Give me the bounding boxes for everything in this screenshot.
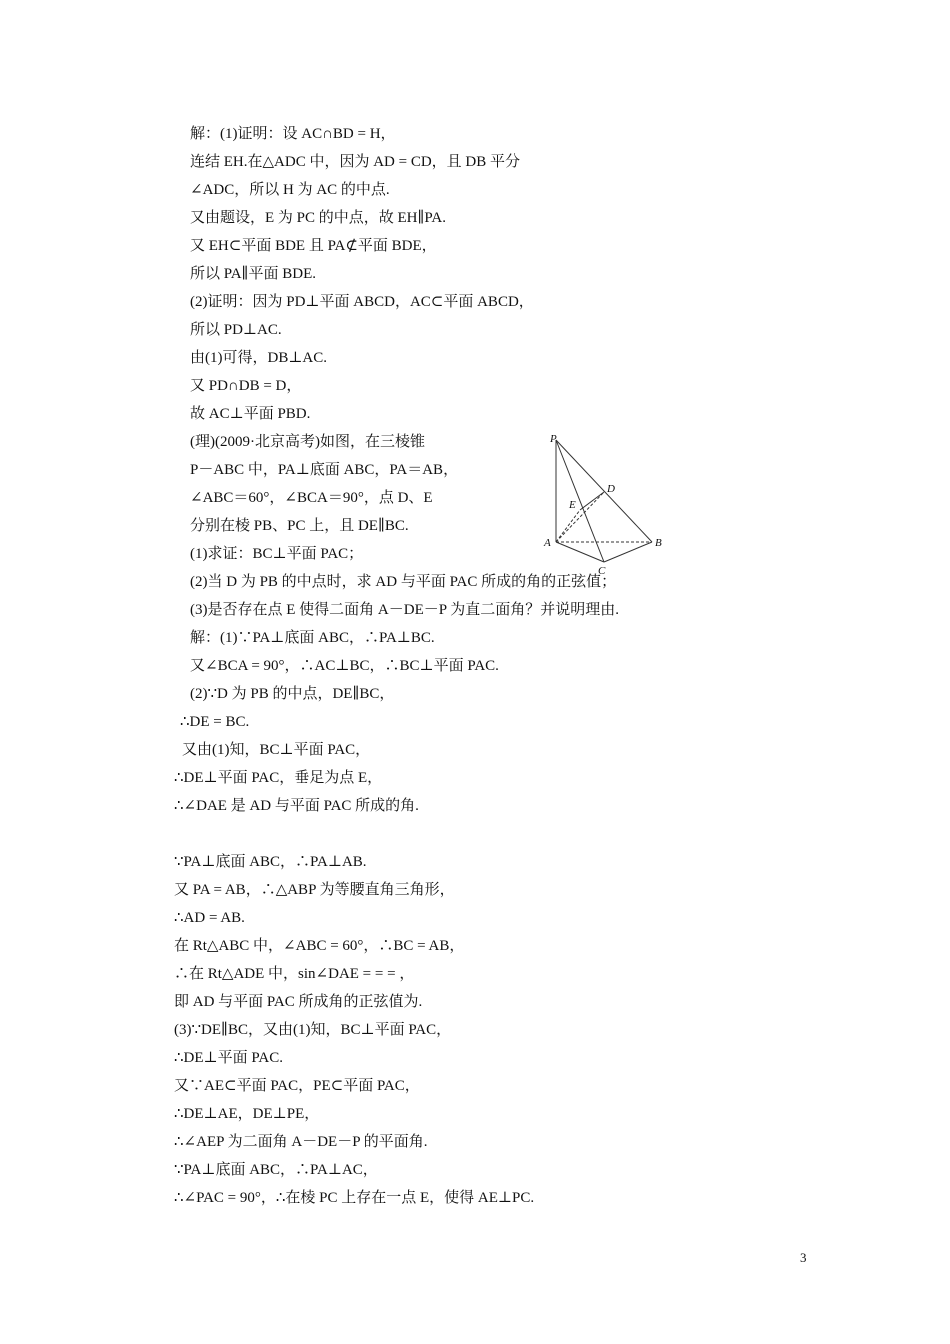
segment-de [580, 492, 604, 510]
edge-bc [604, 542, 652, 562]
text-line: 连结 EH.在△ADC 中，因为 AD = CD，且 DB 平分 [190, 154, 521, 170]
text-line: ∠ADC，所以 H 为 AC 的中点. [190, 182, 390, 198]
edge-pc [556, 440, 604, 562]
text-line: 所以 PA∥平面 BDE. [190, 266, 316, 282]
pyramid-figure [538, 430, 668, 580]
text-line: ∵PA⊥底面 ABC，∴PA⊥AC， [174, 1162, 378, 1178]
label-c: C [598, 565, 606, 577]
text-line: (2)证明：因为 PD⊥平面 ABCD，AC⊂平面 ABCD， [190, 294, 534, 310]
segment-ae-hidden [556, 510, 580, 542]
text-line: 又 PA = AB，∴△ABP 为等腰直角三角形， [174, 882, 455, 898]
text-line: 解：(1)证明：设 AC∩BD = H， [190, 126, 396, 142]
page-number: 3 [800, 1250, 807, 1265]
text-line: 又 PD∩DB = D， [190, 378, 302, 394]
text-line: ∴∠AEP 为二面角 A－DE－P 的平面角. [174, 1134, 428, 1150]
text-line: ∴DE⊥平面 PAC. [174, 1050, 283, 1066]
label-d: D [607, 483, 615, 495]
text-line: 又∵AE⊂平面 PAC，PE⊂平面 PAC， [174, 1078, 420, 1094]
text-line: (3)∵DE∥BC，又由(1)知，BC⊥平面 PAC， [174, 1022, 452, 1038]
text-line: ∴DE⊥平面 PAC，垂足为点 E， [174, 770, 383, 786]
text-line: 又∠BCA = 90°，∴AC⊥BC，∴BC⊥平面 PAC. [190, 658, 499, 674]
segment-ad-hidden [556, 492, 604, 542]
text-line: 又由题设，E 为 PC 的中点，故 EH∥PA. [190, 210, 446, 226]
label-a: A [544, 537, 551, 549]
text-line: 解：(1)∵PA⊥底面 ABC，∴PA⊥BC. [190, 630, 435, 646]
problem-heading: (理)(2009·北京高考)如图，在三棱锥 [190, 434, 425, 450]
label-p: P [550, 433, 557, 445]
text-line: ∵PA⊥底面 ABC，∴PA⊥AB. [174, 854, 367, 870]
text-line: P－ABC 中，PA⊥底面 ABC，PA＝AB， [190, 462, 459, 478]
text-line: (2)∵D 为 PB 的中点，DE∥BC， [190, 686, 395, 702]
text-line: 故 AC⊥平面 PBD. [190, 406, 311, 422]
text-line: 由(1)可得，DB⊥AC. [190, 350, 328, 366]
text-line: 所以 PD⊥AC. [190, 322, 282, 338]
text-line: ∴AD = AB. [174, 910, 245, 926]
text-line: (1)求证：BC⊥平面 PAC； [190, 546, 364, 562]
label-e: E [569, 499, 576, 511]
text-line: (3)是否存在点 E 使得二面角 A－DE－P 为直二面角？并说明理由. [190, 602, 620, 618]
text-line: ∴在 Rt△ADE 中，sin∠DAE = = = ， [174, 966, 415, 982]
text-line: ∴∠PAC = 90°，∴在棱 PC 上存在一点 E，使得 AE⊥PC. [174, 1190, 535, 1206]
text-line: ∴DE = BC. [180, 714, 250, 730]
label-b: B [655, 537, 662, 549]
text-line: 分别在棱 PB、PC 上，且 DE∥BC. [190, 518, 409, 534]
text-line: 又由(1)知，BC⊥平面 PAC， [182, 742, 371, 758]
text-line: 又 EH⊂平面 BDE 且 PA⊄平面 BDE， [190, 238, 437, 254]
text-line: ∴∠DAE 是 AD 与平面 PAC 所成的角. [174, 798, 419, 814]
text-line: ∠ABC＝60°，∠BCA＝90°，点 D、E [190, 490, 433, 506]
text-line: ∴DE⊥AE，DE⊥PE， [174, 1106, 320, 1122]
text-line: (2)当 D 为 PB 的中点时，求 AD 与平面 PAC 所成的角的正弦值； [190, 574, 617, 590]
text-line: 即 AD 与平面 PAC 所成角的正弦值为. [174, 994, 423, 1010]
text-line: 在 Rt△ABC 中，∠ABC = 60°，∴BC = AB， [174, 938, 465, 954]
